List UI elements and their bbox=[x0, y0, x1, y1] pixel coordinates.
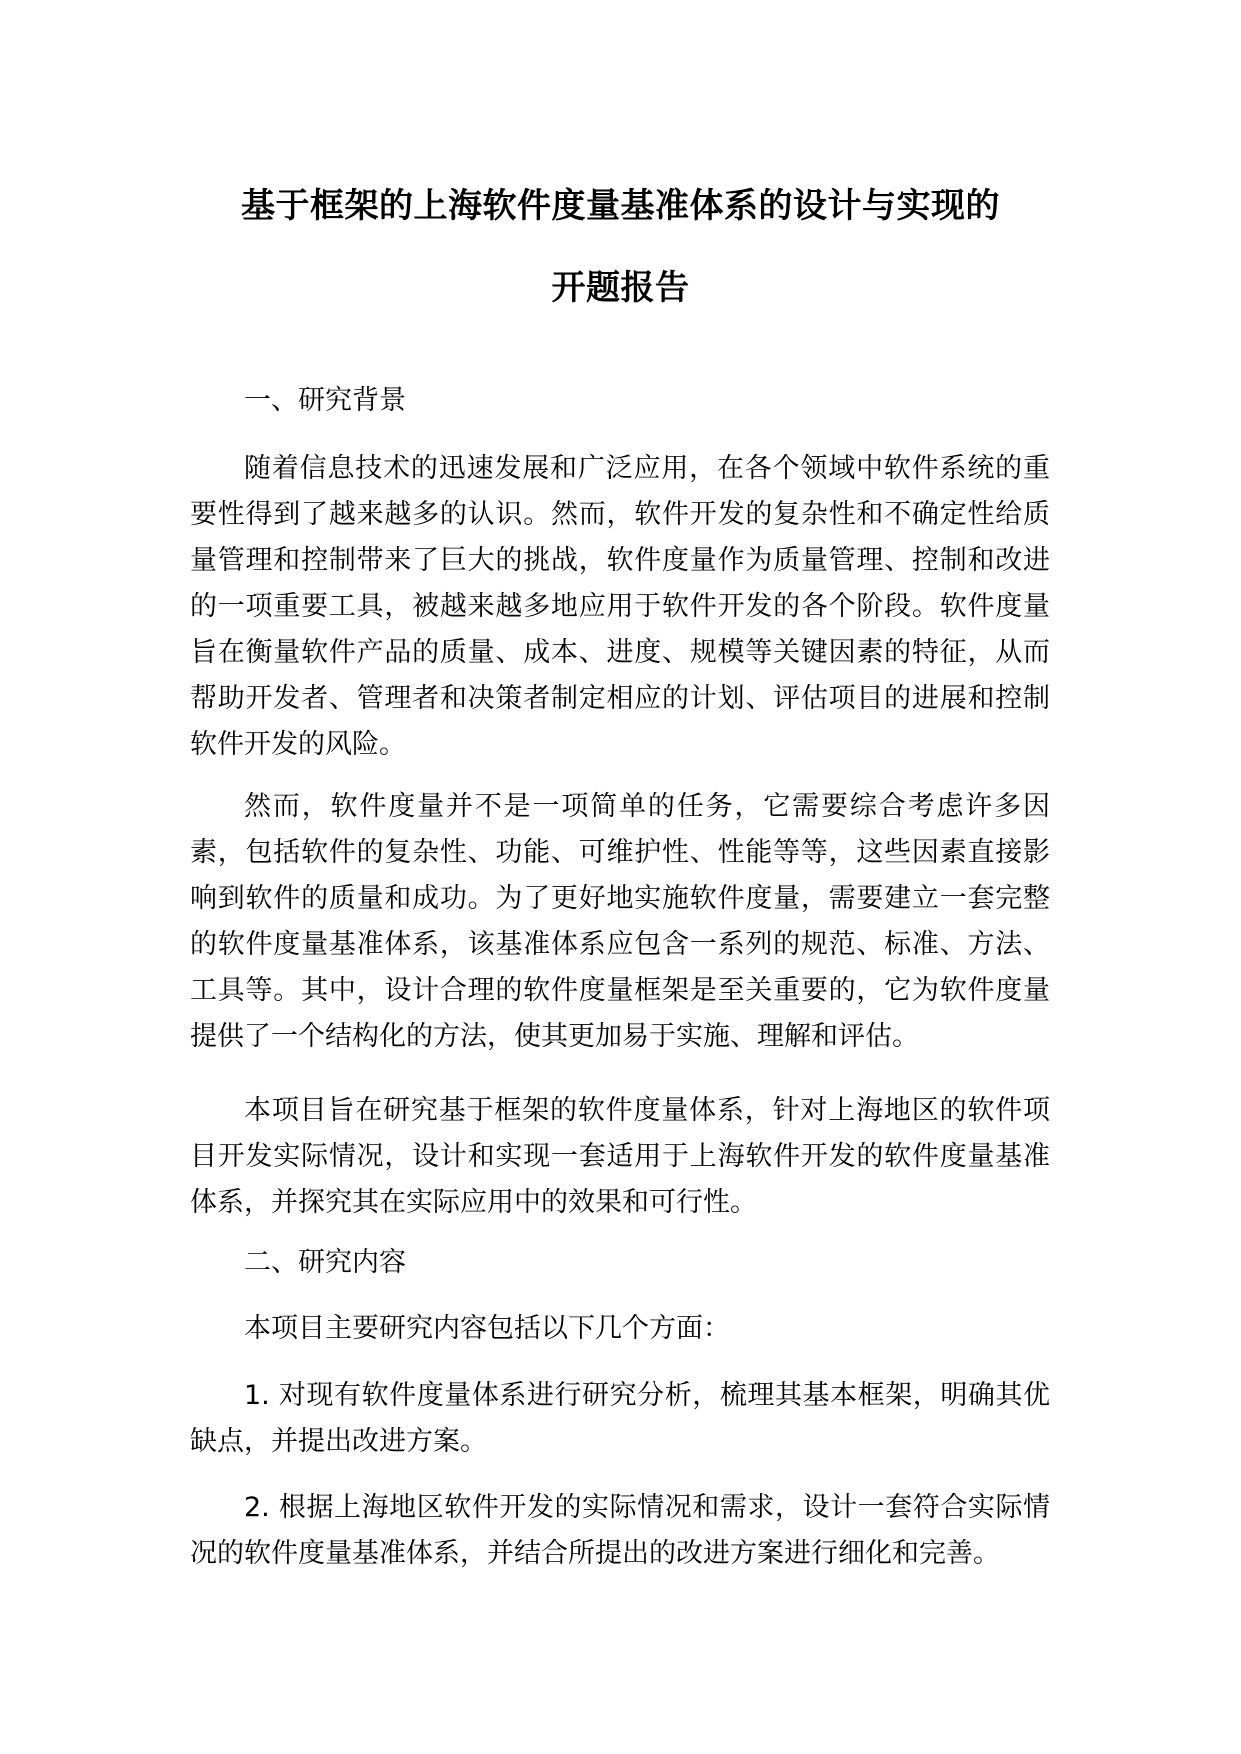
section-heading-text: 二、研究内容 bbox=[244, 1247, 406, 1278]
paragraph-background-2 bbox=[190, 784, 1050, 1060]
section-heading-content bbox=[190, 1240, 1050, 1286]
paragraph-text: 本项目主要研究内容包括以下几个方面： bbox=[244, 1313, 730, 1344]
list-item-2 bbox=[190, 1485, 1050, 1577]
list-item-text: 1. 对现有软件度量体系进行研究分析，梳理其基本框架，明确其优缺点，并提出改进方案。 bbox=[190, 1380, 1050, 1457]
section-heading-text: 一、研究背景 bbox=[244, 385, 406, 416]
paragraph-content-intro bbox=[190, 1306, 1050, 1352]
paragraph-text: 随着信息技术的迅速发展和广泛应用，在各个领域中软件系统的重要性得到了越来越多的认识。然而，软件开发的复杂性和不确定性给质量管理和控制带来了巨大的挑战，软件度量作为质量管理、控制和改进的一项重要工具，被越来越多地应用于软件开发的各个阶段。软件度量旨在衡量软件产品的质量、成本、进度、规模等关键因素的特征，从而帮助开发者、管理者和决策者制定相应的计划、评估项目的进展和控制软件开发的风险。 bbox=[190, 453, 1050, 760]
paragraph-background-3 bbox=[190, 1088, 1050, 1226]
paragraph-background-1 bbox=[190, 446, 1050, 768]
paragraph-text: 然而，软件度量并不是一项简单的任务，它需要综合考虑许多因素，包括软件的复杂性、功能、可维护性、性能等等，这些因素直接影响到软件的质量和成功。为了更好地实施软件度量，需要建立一套完整的软件度量基准体系，该基准体系应包含一系列的规范、标准、方法、工具等。其中，设计合理的软件度量框架是至关重要的，它为软件度量提供了一个结构化的方法，使其更加易于实施、理解和评估。 bbox=[190, 791, 1050, 1052]
document-title-line-1: 基于框架的上海软件度量基准体系的设计与实现的 bbox=[241, 186, 1000, 226]
paragraph-text: 本项目旨在研究基于框架的软件度量体系，针对上海地区的软件项目开发实际情况，设计和实现一套适用于上海软件开发的软件度量基准体系，并探究其在实际应用中的效果和可行性。 bbox=[190, 1095, 1050, 1218]
list-item-1 bbox=[190, 1373, 1050, 1465]
list-item-text: 2. 根据上海地区软件开发的实际情况和需求，设计一套符合实际情况的软件度量基准体系，并结合所提出的改进方案进行细化和完善。 bbox=[190, 1492, 1050, 1569]
section-heading-background bbox=[190, 378, 1050, 424]
document-title-line-2: 开题报告 bbox=[551, 268, 690, 308]
